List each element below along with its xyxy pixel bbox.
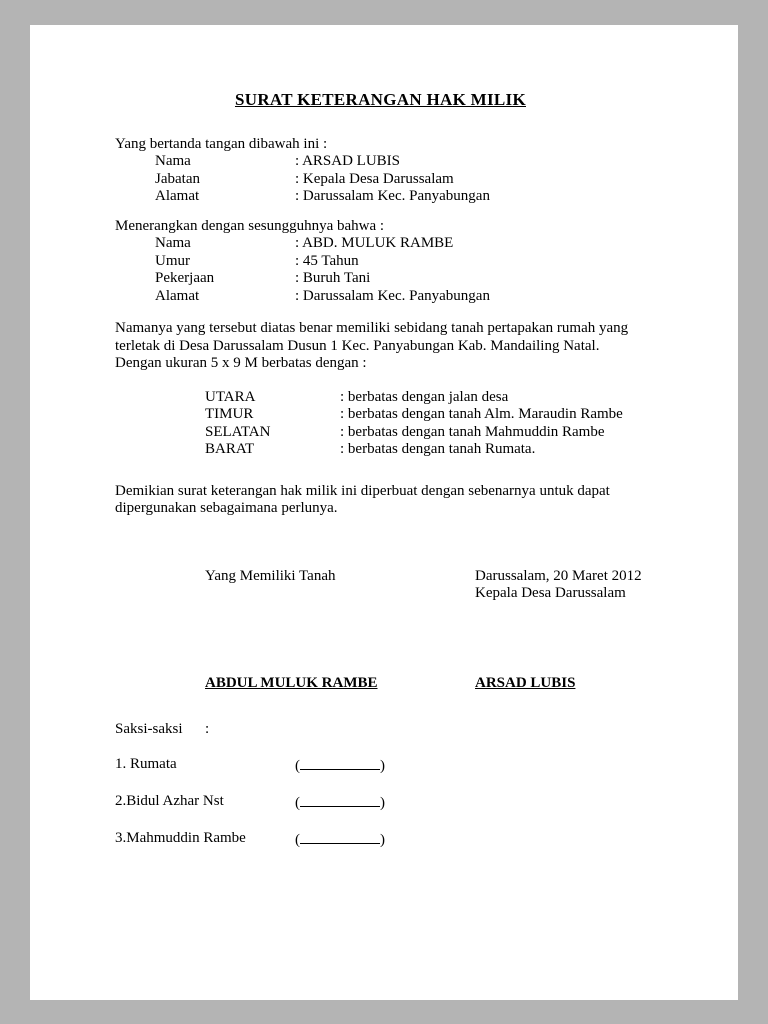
field-value: : Buruh Tani: [295, 270, 371, 286]
signature-right-name: ARSAD LUBIS: [475, 674, 576, 691]
field-label: Pekerjaan: [155, 270, 215, 286]
opening-line: Yang bertanda tangan dibawah ini :: [115, 135, 328, 152]
witness-signature-slot: [295, 793, 385, 813]
border-label: BARAT: [205, 441, 255, 457]
signature-right-block: [475, 568, 646, 603]
witness-name: 1. Rumata: [115, 756, 177, 772]
field-label: Alamat: [155, 287, 200, 304]
border-label: UTARA: [205, 388, 256, 405]
signature-blank-line: [300, 793, 380, 807]
land-borders-list: [115, 389, 646, 459]
witnesses-heading-label: Saksi-saksi: [115, 721, 183, 737]
witness-name: 3.Mahmuddin Rambe: [115, 830, 246, 846]
field-label: Umur: [155, 252, 190, 269]
signature-names-row: [115, 675, 646, 693]
subject-alamat-row: [115, 288, 646, 306]
field-value: : Kepala Desa Darussalam: [295, 170, 454, 187]
witness-item: [115, 793, 646, 813]
signature-left-name: ABDUL MULUK RAMBE: [205, 674, 378, 691]
signature-blank-line: [300, 756, 380, 770]
statement-line: Menerangkan dengan sesungguhnya bahwa :: [115, 217, 385, 234]
paren-close: ): [380, 795, 385, 811]
field-label: Nama: [155, 153, 191, 169]
witness-name: 2.Bidul Azhar Nst: [115, 793, 224, 809]
paren-close: ): [380, 832, 385, 848]
body-paragraph: Namanya yang tersebut diatas benar memiliki sebidang tanah pertapakan rumah yang terletak di Desa Darussalam Dusun 1 Kec. Panyabungan Kab. Mandailing Natal. Dengan ukuran 5 x 9 M berbatas dengan :: [115, 320, 629, 371]
paren-open: (: [295, 795, 300, 811]
subject-umur-row: [115, 253, 646, 271]
field-value: : ARSAD LUBIS: [295, 153, 401, 169]
official-nama-row: [115, 153, 646, 171]
field-value: : 45 Tahun: [295, 252, 359, 269]
border-value: : berbatas dengan tanah Mahmuddin Rambe: [340, 423, 605, 440]
witness-item: [115, 830, 646, 850]
border-value: : berbatas dengan tanah Rumata.: [340, 441, 536, 457]
witness-item: [115, 756, 646, 776]
border-row-timur: [115, 406, 646, 424]
paren-open: (: [295, 832, 300, 848]
signature-left-title: Yang Memiliki Tanah: [205, 567, 336, 584]
witnesses-heading-colon: :: [205, 721, 210, 737]
subject-nama-row: [115, 235, 646, 253]
border-value: : berbatas dengan jalan desa: [340, 388, 509, 405]
closing-paragraph: Demikian surat keterangan hak milik ini diperbuat dengan sebenarnya untuk dapat dipergunakan sebagaimana perlunya.: [115, 482, 610, 516]
paren-close: ): [380, 758, 385, 774]
border-row-selatan: [115, 424, 646, 442]
field-value: : Darussalam Kec. Panyabungan: [295, 188, 490, 204]
paren-open: (: [295, 758, 300, 774]
official-alamat-row: [115, 188, 646, 206]
witnesses-heading: [115, 721, 646, 739]
page-title: SURAT KETERANGAN HAK MILIK: [234, 90, 526, 109]
signature-block: [115, 568, 646, 603]
witness-signature-slot: [295, 830, 385, 850]
document-page: [30, 25, 738, 1000]
field-value: : Darussalam Kec. Panyabungan: [295, 287, 490, 304]
border-value: : berbatas dengan tanah Alm. Maraudin Rambe: [340, 406, 623, 422]
subject-pekerjaan-row: [115, 270, 646, 288]
border-label: TIMUR: [205, 406, 254, 422]
official-jabatan-row: [115, 171, 646, 189]
field-label: Alamat: [155, 188, 200, 204]
field-label: Nama: [155, 235, 191, 251]
border-row-utara: [115, 389, 646, 407]
witness-signature-slot: [295, 756, 385, 776]
field-label: Jabatan: [155, 170, 200, 187]
signature-place-date: Darussalam, 20 Maret 2012: [475, 567, 642, 584]
field-value: : ABD. MULUK RAMBE: [295, 235, 454, 251]
border-row-barat: [115, 441, 646, 459]
border-label: SELATAN: [205, 423, 271, 440]
signature-right-title: Kepala Desa Darussalam: [475, 585, 626, 601]
signature-blank-line: [300, 830, 380, 844]
